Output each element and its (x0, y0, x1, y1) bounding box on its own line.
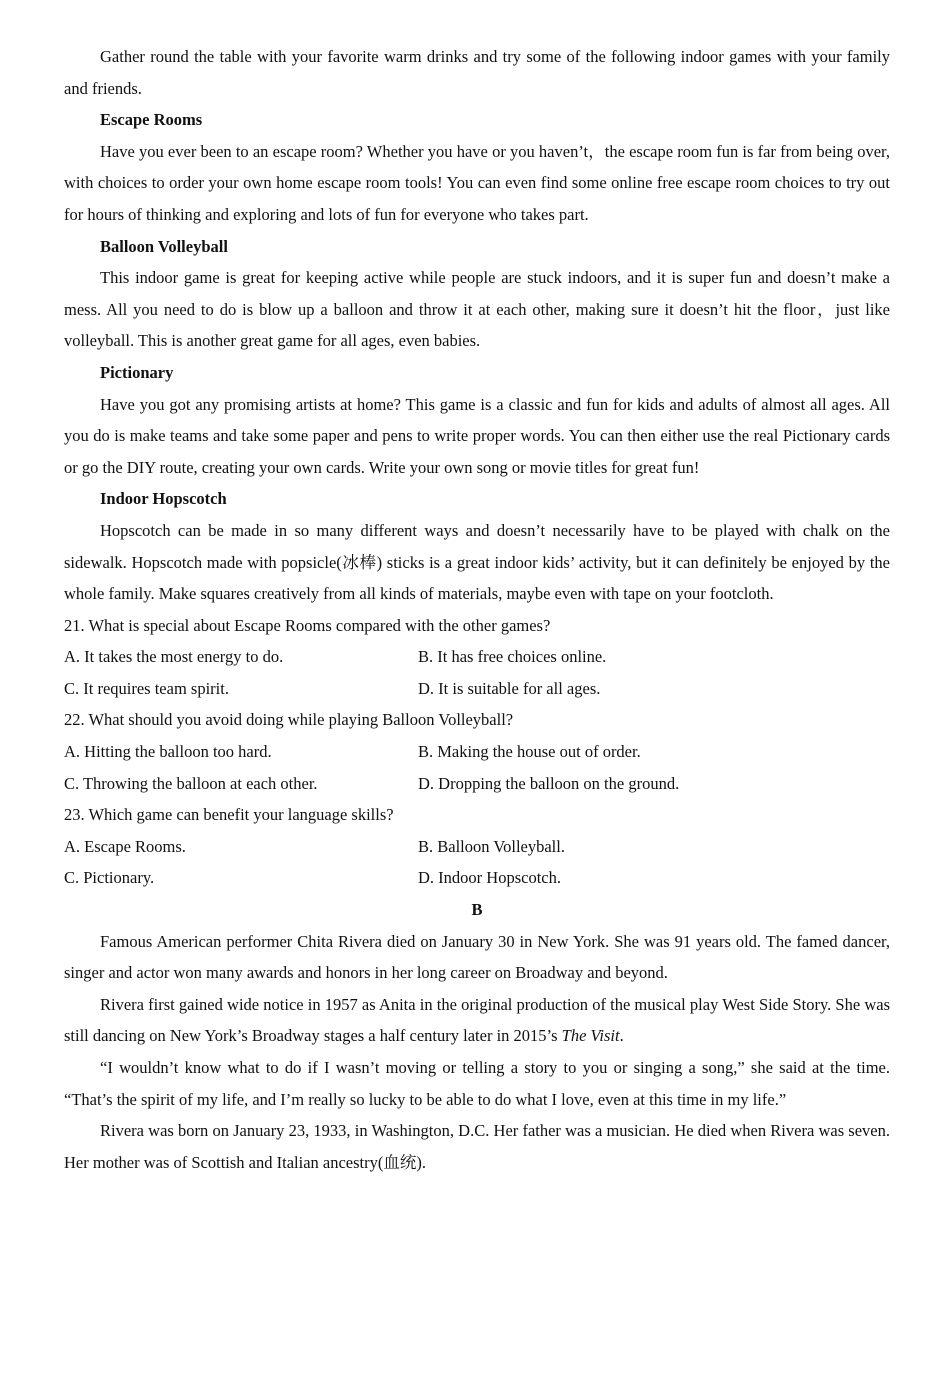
question-23 (64, 799, 890, 894)
option-a: A. Hitting the balloon too hard. (64, 742, 272, 762)
option-a: A. It takes the most energy to do. (64, 647, 284, 667)
answer-options (64, 641, 890, 704)
paragraph-text: Rivera first gained wide notice in 1957 as Anita in the original production of the musical play West Side Story. She was still dancing on New York’s Broadway stages a half century later in 2015’s (64, 994, 890, 1046)
section-heading-pictionary: Pictionary (100, 362, 174, 382)
question-stem: 22. What should you avoid doing while playing Balloon Volleyball? (64, 710, 514, 730)
option-d: D. Dropping the balloon on the ground. (418, 773, 680, 793)
answer-options (64, 831, 890, 894)
option-c: C. Throwing the balloon at each other. (64, 773, 318, 793)
option-c: C. Pictionary. (64, 868, 155, 888)
section-body-balloon-volleyball: This indoor game is great for keeping active while people are stuck indoors, and it is super fun and doesn’t make a mess. All you need to do is blow up a balloon and throw it at each other, making sure it doesn’t hit the floor，just like volleyball. This is another great game for all ages, even babies. (64, 268, 890, 351)
option-b: B. Making the house out of order. (418, 742, 641, 762)
section-body-pictionary: Have you got any promising artists at home? This game is a classic and fun for kids and adults of almost all ages. All you do is make teams and take some paper and pens to write proper words. You can then either use the real Pictionary cards or go the DIY route, creating your own cards. Write your own song or movie titles for great fun! (64, 394, 890, 477)
question-stem: 23. Which game can benefit your language skills? (64, 805, 394, 825)
section-heading-balloon-volleyball: Balloon Volleyball (100, 236, 228, 256)
option-b: B. Balloon Volleyball. (418, 836, 565, 856)
answer-options (64, 736, 890, 799)
show-title: The Visit (561, 1026, 620, 1046)
passage-b-paragraph-1: Famous American performer Chita Rivera died on January 30 in New York. She was 91 years old. The famed dancer, singer and actor won many awards and honors in her long career on Broadway and beyond. (64, 931, 890, 983)
passage-b-letter: B (471, 900, 483, 920)
section-body-indoor-hopscotch: Hopscotch can be made in so many different ways and doesn’t necessarily have to be played with chalk on the sidewalk. Hopscotch made with popsicle(冰棒) sticks is a great indoor kids’ activity, but it can definitely be enjoyed by the whole family. Make squares creatively from all kinds of materials, maybe even with tape on your footcloth. (64, 520, 890, 604)
section-heading-indoor-hopscotch: Indoor Hopscotch (100, 489, 227, 509)
question-21 (64, 610, 890, 705)
option-a: A. Escape Rooms. (64, 836, 186, 856)
option-d: D. It is suitable for all ages. (418, 678, 601, 698)
paragraph-end: . (619, 1026, 624, 1046)
option-b: B. It has free choices online. (418, 647, 607, 667)
passage-b-paragraph-3: “I wouldn’t know what to do if I wasn’t moving or telling a story to you or singing a song,” she said at the time. “That’s the spirit of my life, and I’m really so lucky to be able to do what I love, even at this time in my life.” (64, 1058, 890, 1109)
passage-b-paragraph-4: Rivera was born on January 23, 1933, in Washington, D.C. Her father was a musician. He died when Rivera was seven. Her mother was of Scottish and Italian ancestry(血统). (64, 1121, 890, 1172)
option-c: C. It requires team spirit. (64, 678, 229, 698)
passage-b-paragraph-2 (64, 989, 890, 1052)
document-page (64, 41, 890, 1178)
section-heading-escape-rooms: Escape Rooms (100, 110, 203, 130)
intro-paragraph: Gather round the table with your favorite warm drinks and try some of the following indoor games with your family and friends. (64, 47, 890, 98)
option-d: D. Indoor Hopscotch. (418, 868, 561, 888)
question-22 (64, 704, 890, 799)
question-stem: 21. What is special about Escape Rooms compared with the other games? (64, 615, 551, 635)
section-body-escape-rooms: Have you ever been to an escape room? Whether you have or you haven’t，the escape room fun is far from being over, with choices to order your own home escape room tools! You can even find some online free escape room choices to try out for hours of thinking and exploring and lots of fun for everyone who takes part. (64, 141, 890, 224)
